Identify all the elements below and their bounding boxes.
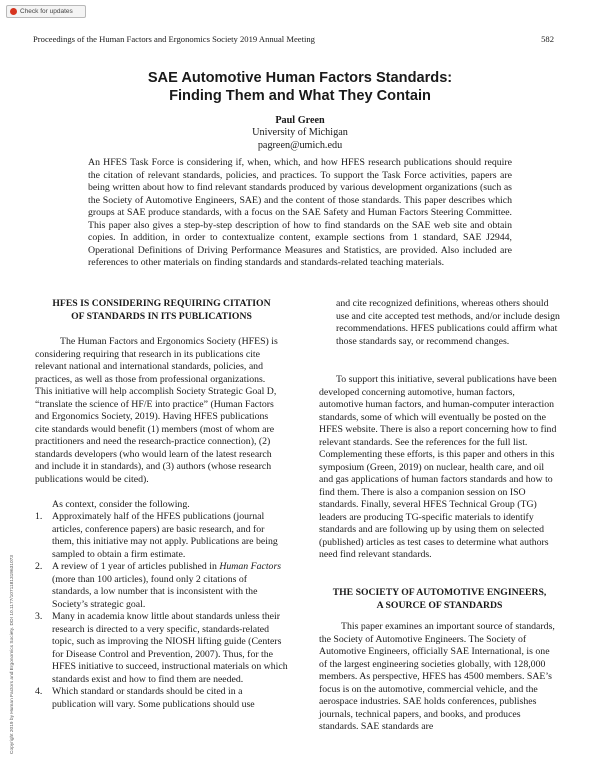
context-paragraph: As context, consider the following.	[52, 499, 190, 510]
list-item: 4. Which standard or standards should be cited in a publication will vary. Some publications should use	[35, 686, 255, 710]
paper-title-line1: SAE Automotive Human Factors Standards:	[147, 70, 453, 86]
author-email[interactable]: pagreen@umich.edu	[257, 140, 343, 151]
check-updates-badge[interactable]	[6, 5, 86, 18]
section-heading-2-line2: A SOURCE OF STANDARDS	[376, 599, 503, 611]
running-header: Proceedings of the Human Factors and Ergonomics Society 2019 Annual Meeting	[33, 34, 315, 44]
check-updates-label: Check for updates	[20, 8, 73, 15]
section-heading-1-line2: OF STANDARDS IN ITS PUBLICATIONS	[71, 310, 252, 322]
page-number: 582	[541, 34, 554, 44]
author-name: Paul Green	[275, 115, 325, 126]
context-list	[35, 511, 288, 711]
section-heading-1-line1: HFES IS CONSIDERING REQUIRING CITATION	[52, 298, 271, 309]
list-item: 3. Many in academia know little about standards unless their research is directed to a very specific, standards-related topic, such as improving the NIOSH lifting guide (Centers for Disease Control and Prevention, 2007). Thus, for the HFES initiative to succeed, instructional materials on which standards exist and how to find them are needed.	[35, 611, 288, 685]
section-heading-1	[35, 298, 288, 323]
author-affiliation: University of Michigan	[252, 127, 348, 138]
list-continuation: and cite recognized definitions, whereas others should use and cite accepted test methods, and/or include design recommendations. HFES publications could affirm what those standards say, or recommend changes.	[336, 298, 560, 347]
section-heading-2	[314, 587, 565, 612]
list-item: 1. Approximately half of the HFES publications (journal articles, conference papers) are basic research, and for them, this initiative may not apply. Publications are being sampled to obtain a firm estimate.	[35, 511, 278, 560]
list-item: 2. A review of 1 year of articles published in Human Factors (more than 100 articles), found only 2 citations of standards, a low number that is inconsistent with the Society’s strategic goal.	[35, 561, 282, 610]
intro-paragraph: The Human Factors and Ergonomics Society (HFES) is considering requiring that research in its publications cite relevant national and international standards, policies, and practices, as well as those from professional organizations. This initiative will help accomplish Society Strategic Goal D, “translate the science of HF/E into practice” (Human Factors and Ergonomics Society, 2019). Having HFES publications cite standards would benefit (1) members (most of whom are practitioners and need the research-practice connection), (2) standards developers (who would learn of the latest research and include it in standards), and (3) authors (whose research publications would be cited).	[35, 336, 278, 485]
paper-title-line2: Finding Them and What They Contain	[169, 88, 431, 104]
copyright-sidebar	[7, 542, 17, 772]
copyright-text: Copyright 2019 by Human Factors and Ergonomics Society. DOI 10.1177/1071181319631073	[10, 555, 15, 754]
check-updates-icon	[10, 8, 17, 15]
abstract: An HFES Task Force is considering if, when, which, and how HFES research publications should require the citation of relevant standards, policies, and practices. To support the Task Force activities, papers are being written about how to find relevant standards produced by various development organizations (such as the Society of Automotive Engineers, SAE) and the content of those standards. This paper describes which groups at SAE produce standards, with a focus on the SAE Safety and Human Factors Steering Committee. This paper also gives a step-by-step description of how to find standards on the SAE web site and obtain copies. In addition, in order to contextualize content, example sections from 1 standard, SAE J2944, Operational Definitions of Driving Performance Measures and Statistics, are provided. Also included are references to other materials on finding standards and standards-related teaching materials.	[88, 157, 512, 268]
sae-paragraph: This paper examines an important source of standards, the Society of Automotive Engineers. The Society of Automotive Engineers, officially SAE International, is one of the largest engineering societies globally, with 128,000 members. As perspective, HFES has 4500 members. SAE’s focus is on the automotive, commercial vehicle, and the aerospace industries. SAE holds conferences, publishes journals, technical papers, and books, and produces standards. SAE standards are	[319, 621, 555, 732]
support-paragraph: To support this initiative, several publications have been developed concerning automotive, human factors, automotive human factors, and human-computer interaction standards, some of which will eventually be posted on the HFES website. There is also a report concerning how to find relevant standards. See the references for the full list. Complementing these efforts, is this paper and others in this symposium (Green, 2019) on nuclear, health care, and oil and gas applications of human factors standards and how to find them. There is also a companion session on ISO standards. Finally, several HFES Technical Group (TG) leaders are producing TG-specific materials to identify standards and are following up by using them on selected (published) articles as test cases to determine what authors need find relevant standards.	[319, 374, 557, 560]
section-heading-2-line1: THE SOCIETY OF AUTOMOTIVE ENGINEERS,	[332, 587, 547, 598]
